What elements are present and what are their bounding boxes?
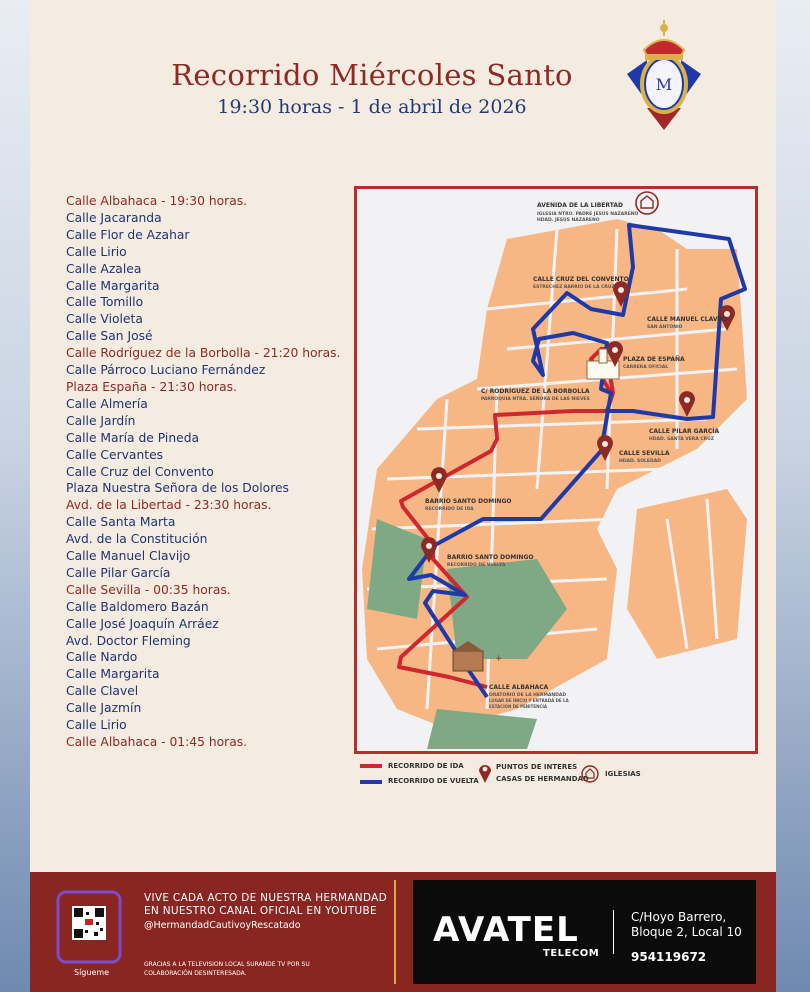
youtube-promo [144, 892, 400, 931]
svg-text:+: + [495, 654, 503, 664]
qr-frame-icon [52, 886, 126, 968]
tv-thanks-line2: COLABORACIÓN DESINTERESADA. [144, 970, 247, 977]
route-stop: Calle Manuel Clavijo [66, 549, 191, 564]
sponsor-address [631, 910, 742, 940]
map-label-albahaca-sub1: ORATORIO DE LA HERMANDAD [489, 693, 567, 698]
route-stop: Calle San José [66, 329, 153, 344]
footer-divider [394, 880, 396, 984]
map-label-clavijo-sub: SAN ANTONIO [647, 325, 683, 330]
route-map [354, 186, 758, 754]
route-stop: Calle Rodríguez de la Borbolla - 21:20 horas. [66, 346, 341, 361]
map-label-pilar-title: CALLE PILAR GARCÍA [649, 428, 720, 435]
sponsor-logo-sub: TELECOM [543, 948, 600, 959]
sponsor-phone: 954119672 [631, 950, 707, 964]
route-map-canvas [357, 189, 755, 751]
legend-church-icon [580, 764, 600, 784]
map-label-domingo1-title: BARRIO SANTO DOMINGO [425, 498, 512, 505]
map-label-libertad-sub2: HDAD. JESÚS NAZARENO [537, 218, 600, 223]
sponsor-divider [613, 910, 614, 954]
page-title: Recorrido Miércoles Santo [171, 58, 573, 92]
route-stop: Plaza Nuestra Señora de los Dolores [66, 481, 289, 496]
route-stop: Avd. Doctor Fleming [66, 633, 191, 648]
route-stop: Calle Pilar García [66, 565, 171, 580]
map-label-borbolla-sub: PARROQUIA NTRA. SEÑORA DE LAS NIEVES [481, 397, 590, 402]
map-label-albahaca-sub2: LUGAR DE INICIO Y ENTRADA DE LA [489, 698, 569, 703]
youtube-handle[interactable]: @HermandadCautivoyRescatado [144, 920, 301, 931]
map-label-espana-title: PLAZA DE ESPAÑA [623, 356, 685, 363]
route-stop: Calle Albahaca - 01:45 horas. [66, 735, 248, 749]
map-label-libertad-sub1: IGLESIA NTRO. PADRE JESÚS NAZARENO [537, 212, 639, 217]
map-label-domingo1-sub: RECORRIDO DE IDA [425, 507, 474, 512]
map-label-espana-sub: CARRERA OFICIAL [623, 365, 669, 370]
route-stop: Plaza España - 21:30 horas. [66, 379, 237, 394]
map-label-domingo2-title: BARRIO SANTO DOMINGO [447, 554, 534, 561]
route-stop: Calle Baldomero Bazán [66, 599, 209, 614]
route-stop: Calle Tomillo [66, 295, 144, 310]
route-stop: Calle Lirio [66, 718, 127, 733]
legend-ida-label: RECORRIDO DE IDA [388, 762, 464, 770]
route-stop: Calle Almería [66, 396, 148, 411]
legend-vuelta-swatch [360, 780, 382, 784]
sponsor-address-line1: C/Hoyo Barrero, [631, 910, 727, 924]
route-stop: Calle Albahaca - 19:30 horas. [66, 194, 248, 208]
route-stop: Calle Jardín [66, 413, 136, 428]
map-label-domingo2-sub: RECORRIDO DE VUELTA [447, 563, 506, 568]
route-stop: Calle Jazmín [66, 701, 142, 716]
map-label-clavijo-title: CALLE MANUEL CLAVIJO [647, 316, 728, 323]
tv-thanks [144, 960, 334, 978]
map-label-sevilla-sub: HDAD. SOLEDAD [619, 459, 661, 464]
sponsor-logo: AVATEL [433, 910, 579, 950]
map-pin-icon [478, 762, 492, 784]
legend-vuelta-label: RECORRIDO DE VUELTA [388, 777, 479, 785]
route-stop: Calle Flor de Azahar [66, 227, 190, 242]
legend-ida-swatch [360, 764, 382, 768]
footer-banner [30, 872, 776, 992]
map-legend [356, 760, 756, 790]
brotherhood-crest-icon [617, 12, 711, 134]
map-label-borbolla-title: C/ RODRÍGUEZ DE LA BORBOLLA [481, 388, 590, 395]
map-label-libertad-title: AVENIDA DE LA LIBERTAD [537, 202, 623, 209]
legend-puntos-label: PUNTOS DE INTERES [496, 763, 578, 771]
youtube-promo-line1: VIVE CADA ACTO DE NUESTRA HERMANDAD [144, 892, 388, 904]
map-label-cruz-sub: ESTRECHEZ BARRIO DE LA CRUZ [533, 285, 615, 290]
route-stop: Avd. de la Constitución [66, 532, 208, 547]
youtube-promo-line2: EN NUESTRO CANAL OFICIAL EN YOUTUBE [144, 905, 377, 917]
sponsor-address-line2: Bloque 2, Local 10 [631, 925, 742, 939]
route-stop: Calle Párroco Luciano Fernández [66, 363, 266, 378]
route-stop: Avd. de la Libertad - 23:30 horas. [66, 498, 272, 513]
legend-casas-label: CASAS DE HERMANDAD [496, 775, 589, 783]
route-stop: Calle Margarita [66, 278, 160, 293]
route-stop: Calle Margarita [66, 667, 160, 682]
route-stop: Calle Sevilla - 00:35 horas. [66, 582, 231, 597]
qr-follow-label: Sígueme [74, 968, 110, 977]
legend-iglesias-label: IGLESIAS [605, 770, 641, 778]
map-label-albahaca-sub3: ESTACIÓN DE PENITENCIA [489, 704, 547, 709]
route-stop: Calle Clavel [66, 684, 139, 699]
route-stop: Calle Violeta [66, 312, 143, 327]
sponsor-panel [413, 880, 756, 984]
route-stop: Calle Cervantes [66, 447, 164, 462]
route-stop: Calle José Joaquín Arráez [66, 616, 219, 631]
route-stop: Calle Jacaranda [66, 210, 162, 225]
poster [30, 0, 776, 992]
route-stop: Calle Azalea [66, 261, 142, 276]
map-label-cruz-title: CALLE CRUZ DEL CONVENTO [533, 276, 629, 283]
route-stop: Calle Lirio [66, 244, 127, 259]
route-stop: Calle Nardo [66, 650, 138, 665]
route-stop: Calle Cruz del Convento [66, 464, 214, 479]
svg-text:M: M [655, 75, 673, 94]
map-label-albahaca-title: CALLE ALBAHACA [489, 684, 549, 691]
route-street-list [66, 193, 376, 751]
route-stop: Calle María de Pineda [66, 430, 200, 445]
page-subtitle: 19:30 horas - 1 de abril de 2026 [217, 96, 527, 118]
map-label-pilar-sub: HDAD. SANTA VERA CRUZ [649, 437, 715, 442]
map-label-sevilla-title: CALLE SEVILLA [619, 450, 670, 457]
route-stop: Calle Santa Marta [66, 515, 176, 530]
tv-thanks-line1: GRACIAS A LA TELEVISION LOCAL SURANDE TV POR SU [144, 961, 310, 968]
town-block-area [627, 489, 747, 659]
youtube-qr-code[interactable] [52, 886, 126, 968]
